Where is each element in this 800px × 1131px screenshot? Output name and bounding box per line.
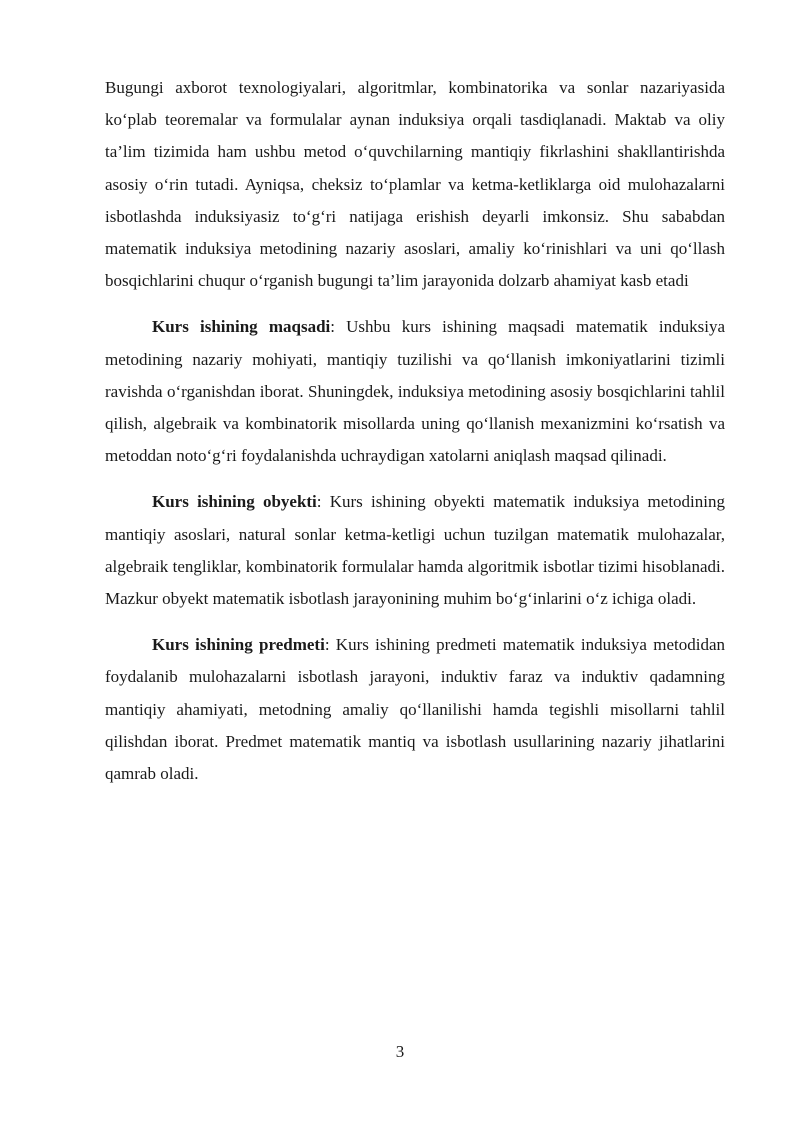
object-text: : Kurs ishining obyekti matematik induksiya metodining mantiqiy asoslari, natural sonlar ketma-ketligi uchun tuzilgan matematik mulohazalar, algebraik tengliklar, kombinatorik formulalar hamda algoritmik isbotlar tizimi hisoblanadi. Mazkur obyekt matematik isbotlash jarayonining muhim bo‘g‘inlarini o‘z ichiga oladi. [105, 492, 725, 609]
subject-text: : Kurs ishining predmeti matematik induksiya metodidan foydalanib mulohazalarni isbotlash jarayoni, induktiv faraz va induktiv qadamning mantiqiy ahamiyati, metodning amaliy qo‘llanilishi hamda tegishli misollarni tahlil qilishdan iborat. Predmet matematik mantiq va isbotlash usullarining nazariy jihatlarini qamrab oladi. [105, 635, 725, 784]
purpose-heading: Kurs ishining maqsadi [152, 317, 331, 337]
object-heading: Kurs ishining obyekti [152, 492, 317, 512]
subject-paragraph [105, 629, 725, 790]
object-paragraph [105, 486, 725, 615]
document-body [105, 72, 725, 804]
purpose-paragraph [105, 311, 725, 472]
intro-paragraph: Bugungi axborot texnologiyalari, algoritmlar, kombinatorika va sonlar nazariyasida ko‘plab teoremalar va formulalar aynan induksiya orqali tasdiqlanadi. Maktab va oliy ta’lim tizimida ham ushbu metod o‘quvchilarning mantiqiy fikrlashini shakllantirishda asosiy o‘rin tutadi. Ayniqsa, cheksiz to‘plamlar va ketma-ketliklarga oid mulohazalarni isbotlashda induksiyasiz to‘g‘ri natijaga erishish deyarli imkonsiz. Shu sababdan matematik induksiya metodining nazariy asoslari, amaliy ko‘rinishlari va uni qo‘llash bosqichlarini chuqur o‘rganish bugungi ta’lim jarayonida dolzarb ahamiyat kasb etadi [105, 78, 725, 291]
page-number: 3 [395, 1042, 405, 1061]
subject-heading: Kurs ishining predmeti [152, 635, 325, 655]
purpose-text: : Ushbu kurs ishining maqsadi matematik induksiya metodining nazariy mohiyati, mantiqiy tuzilishi va qo‘llanish imkoniyatlarini tizimli ravishda o‘rganishdan iborat. Shuningdek, induksiya metodining asosiy bosqichlarini tahlil qilish, algebraik va kombinatorik misollarda uning qo‘llanish mexanizmini ko‘rsatish va metoddan noto‘g‘ri foydalanishda uchraydigan xatolarni aniqlash maqsad qilinadi. [105, 317, 725, 466]
